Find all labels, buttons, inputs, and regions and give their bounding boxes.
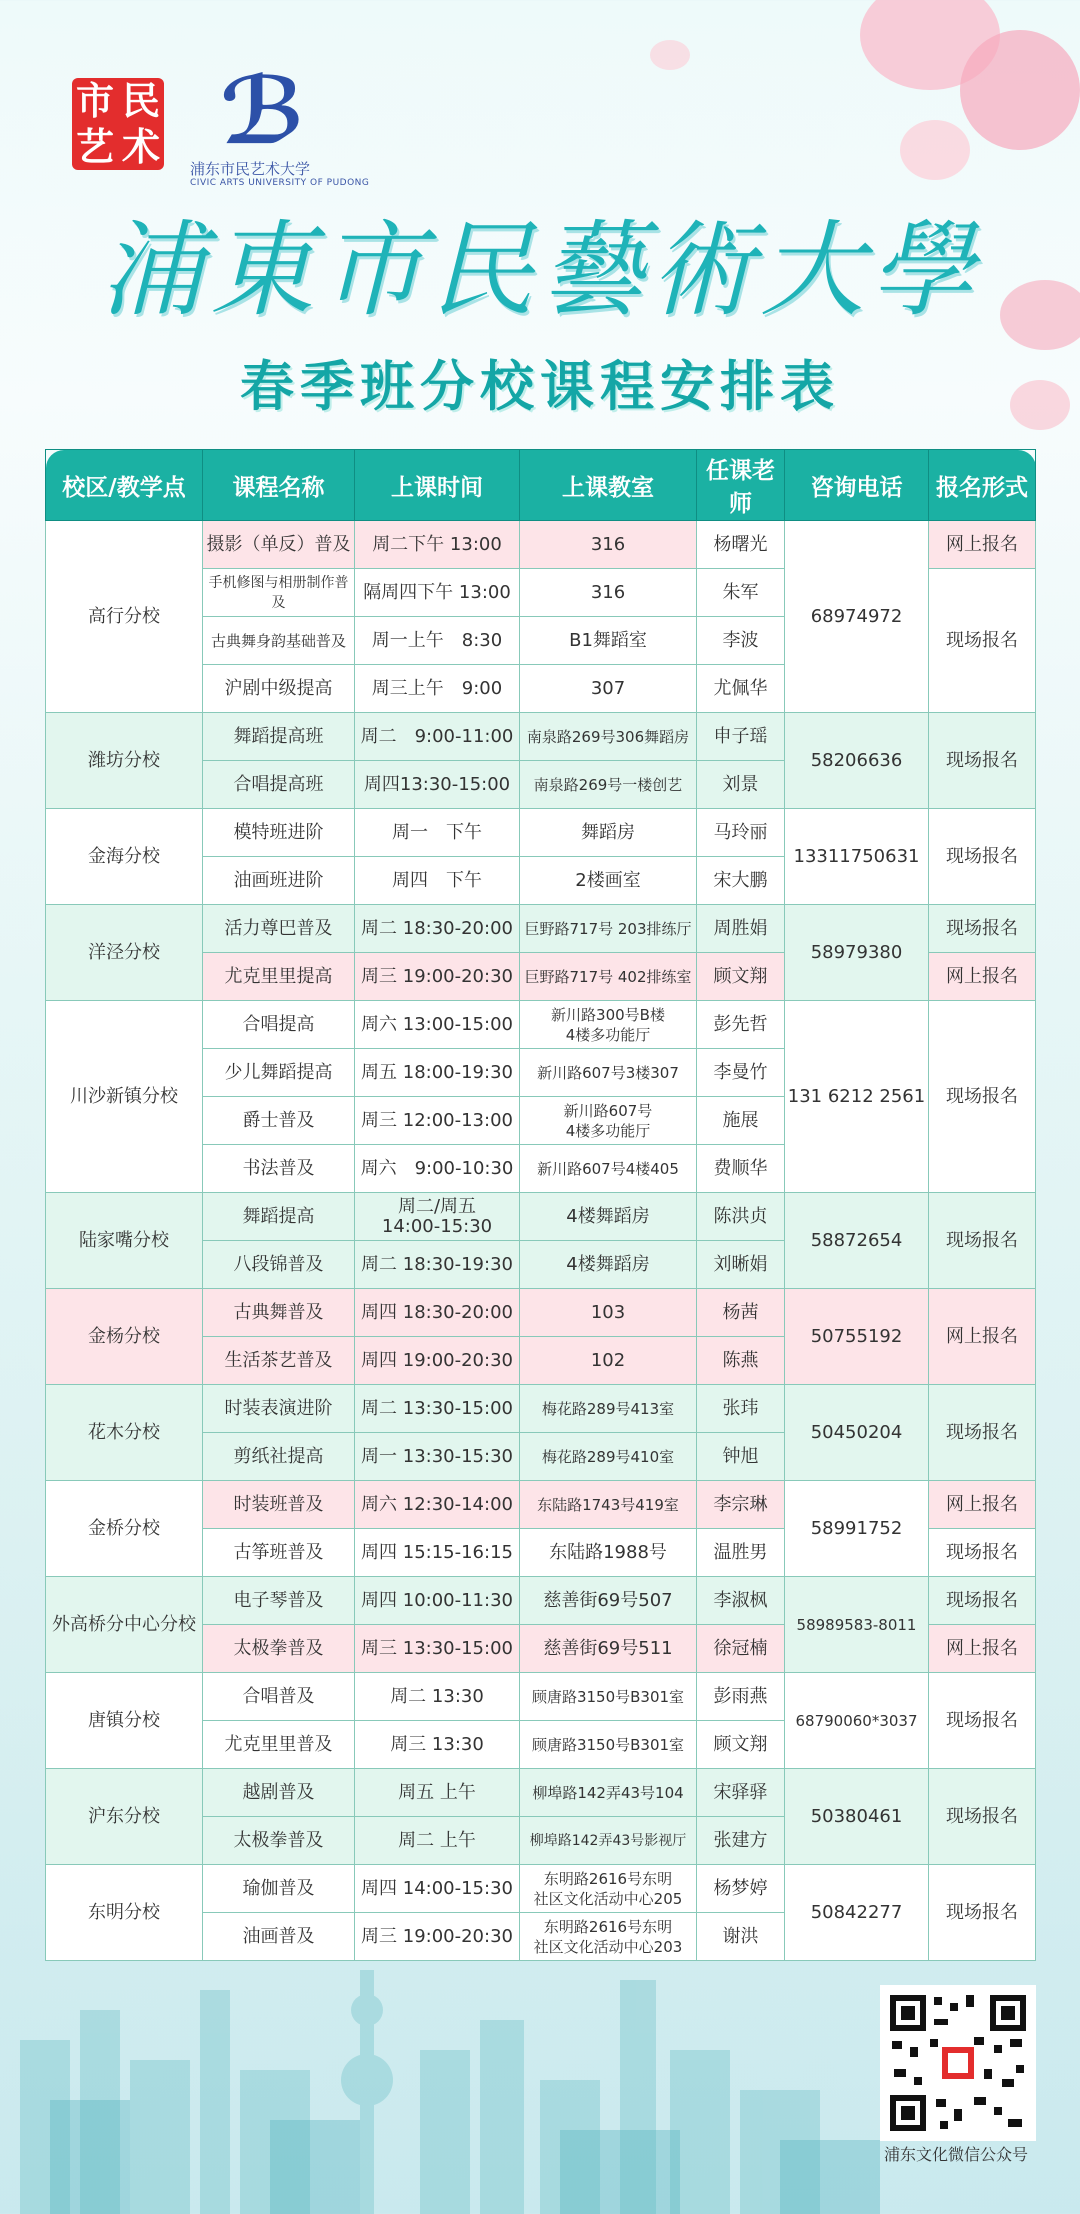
time-cell: 周二 18:30-20:00 (355, 905, 520, 953)
time-cell: 周三 13:30 (355, 1721, 520, 1769)
table-row (46, 905, 1036, 953)
campus-cell: 金桥分校 (46, 1481, 203, 1577)
room-cell: 梅花路289号413室 (520, 1385, 697, 1433)
teacher-cell: 马玲丽 (697, 809, 785, 857)
room-cell: 316 (520, 521, 697, 569)
phone-cell: 50755192 (785, 1289, 929, 1385)
room-cell: 慈善街69号511 (520, 1625, 697, 1673)
signup-cell: 现场报名 (929, 1673, 1036, 1769)
signup-cell: 现场报名 (929, 905, 1036, 953)
time-cell: 周六 9:00-10:30 (355, 1145, 520, 1193)
course-cell: 油画普及 (203, 1913, 355, 1961)
signup-cell: 网上报名 (929, 521, 1036, 569)
time-cell: 周三上午 9:00 (355, 665, 520, 713)
campus-cell: 川沙新镇分校 (46, 1001, 203, 1193)
time-cell: 周四 下午 (355, 857, 520, 905)
teacher-cell: 朱军 (697, 569, 785, 617)
course-cell: 少儿舞蹈提高 (203, 1049, 355, 1097)
signup-cell: 现场报名 (929, 713, 1036, 809)
time-cell: 周二/周五 14:00-15:30 (355, 1193, 520, 1241)
course-cell: 古典舞普及 (203, 1289, 355, 1337)
time-cell: 隔周四下午 13:00 (355, 569, 520, 617)
room-cell: B1舞蹈室 (520, 617, 697, 665)
time-cell: 周四 10:00-11:30 (355, 1577, 520, 1625)
table-row (46, 1001, 1036, 1049)
time-cell: 周一 13:30-15:30 (355, 1433, 520, 1481)
teacher-cell: 李淑枫 (697, 1577, 785, 1625)
header-signup: 报名形式 (929, 450, 1036, 521)
header-phone: 咨询电话 (785, 450, 929, 521)
phone-cell: 58206636 (785, 713, 929, 809)
time-cell: 周五 18:00-19:30 (355, 1049, 520, 1097)
phone-cell: 68974972 (785, 521, 929, 713)
teacher-cell: 李宗琳 (697, 1481, 785, 1529)
time-cell: 周一 下午 (355, 809, 520, 857)
teacher-cell: 尤佩华 (697, 665, 785, 713)
table-row (46, 1385, 1036, 1433)
signup-cell: 网上报名 (929, 1481, 1036, 1529)
signup-cell: 现场报名 (929, 1001, 1036, 1193)
table-row (46, 1289, 1036, 1337)
room-cell: 梅花路289号410室 (520, 1433, 697, 1481)
course-cell: 生活茶艺普及 (203, 1337, 355, 1385)
room-cell: 新川路607号3楼307 (520, 1049, 697, 1097)
signup-cell: 现场报名 (929, 1865, 1036, 1961)
table-row (46, 1769, 1036, 1817)
phone-cell: 131 6212 2561 (785, 1001, 929, 1193)
teacher-cell: 李波 (697, 617, 785, 665)
schedule-table (45, 449, 1035, 1961)
teacher-cell: 杨曙光 (697, 521, 785, 569)
campus-cell: 外高桥分中心分校 (46, 1577, 203, 1673)
room-cell: 307 (520, 665, 697, 713)
phone-cell: 68790060*3037 (785, 1673, 929, 1769)
course-cell: 合唱提高 (203, 1001, 355, 1049)
teacher-cell: 钟旭 (697, 1433, 785, 1481)
course-cell: 尤克里里提高 (203, 953, 355, 1001)
course-cell: 时装表演进阶 (203, 1385, 355, 1433)
teacher-cell: 宋驿驿 (697, 1769, 785, 1817)
room-cell: 2楼画室 (520, 857, 697, 905)
signup-cell: 现场报名 (929, 1769, 1036, 1865)
course-cell: 尤克里里普及 (203, 1721, 355, 1769)
table-header-row (46, 450, 1036, 521)
phone-cell: 50450204 (785, 1385, 929, 1481)
room-cell: 102 (520, 1337, 697, 1385)
header-room: 上课教室 (520, 450, 697, 521)
course-cell: 瑜伽普及 (203, 1865, 355, 1913)
phone-cell: 58979380 (785, 905, 929, 1001)
phone-cell: 58872654 (785, 1193, 929, 1289)
room-cell: 新川路300号B楼 4楼多功能厅 (520, 1001, 697, 1049)
room-cell: 柳埠路142弄43号104 (520, 1769, 697, 1817)
course-cell: 合唱提高班 (203, 761, 355, 809)
campus-cell: 洋泾分校 (46, 905, 203, 1001)
course-cell: 舞蹈提高 (203, 1193, 355, 1241)
phone-cell: 58989583-8011 (785, 1577, 929, 1673)
teacher-cell: 谢洪 (697, 1913, 785, 1961)
campus-cell: 陆家嘴分校 (46, 1193, 203, 1289)
teacher-cell: 张玮 (697, 1385, 785, 1433)
teacher-cell: 刘景 (697, 761, 785, 809)
header-course: 课程名称 (203, 450, 355, 521)
room-cell: 东明路2616号东明 社区文化活动中心205 (520, 1865, 697, 1913)
campus-cell: 金海分校 (46, 809, 203, 905)
course-cell: 摄影（单反）普及 (203, 521, 355, 569)
room-cell: 新川路607号 4楼多功能厅 (520, 1097, 697, 1145)
room-cell: 东陆路1743号419室 (520, 1481, 697, 1529)
signup-cell: 现场报名 (929, 569, 1036, 713)
signup-cell: 网上报名 (929, 1625, 1036, 1673)
time-cell: 周三 12:00-13:00 (355, 1097, 520, 1145)
course-cell: 太极拳普及 (203, 1817, 355, 1865)
room-cell: 顾唐路3150号B301室 (520, 1673, 697, 1721)
qr-code-icon (884, 1989, 1032, 2137)
table-row (46, 1193, 1036, 1241)
room-cell: 慈善街69号507 (520, 1577, 697, 1625)
signup-cell: 网上报名 (929, 953, 1036, 1001)
room-cell: 东明路2616号东明 社区文化活动中心203 (520, 1913, 697, 1961)
signup-cell: 现场报名 (929, 809, 1036, 905)
room-cell: 4楼舞蹈房 (520, 1193, 697, 1241)
table-row (46, 1865, 1036, 1913)
room-cell: 巨野路717号 402排练室 (520, 953, 697, 1001)
room-cell: 舞蹈房 (520, 809, 697, 857)
course-cell: 舞蹈提高班 (203, 713, 355, 761)
teacher-cell: 徐冠楠 (697, 1625, 785, 1673)
room-cell: 4楼舞蹈房 (520, 1241, 697, 1289)
teacher-cell: 陈燕 (697, 1337, 785, 1385)
course-cell: 剪纸社提高 (203, 1433, 355, 1481)
course-cell: 沪剧中级提高 (203, 665, 355, 713)
teacher-cell: 周胜娟 (697, 905, 785, 953)
page-subtitle: 春季班分校课程安排表 (240, 355, 840, 418)
signup-cell: 现场报名 (929, 1385, 1036, 1481)
course-cell: 古筝班普及 (203, 1529, 355, 1577)
room-cell: 南泉路269号一楼创艺 (520, 761, 697, 809)
table-row (46, 1673, 1036, 1721)
signup-cell: 现场报名 (929, 1577, 1036, 1625)
room-cell: 顾唐路3150号B301室 (520, 1721, 697, 1769)
time-cell: 周四 18:30-20:00 (355, 1289, 520, 1337)
signup-cell: 现场报名 (929, 1529, 1036, 1577)
teacher-cell: 刘晰娟 (697, 1241, 785, 1289)
room-cell: 东陆路1988号 (520, 1529, 697, 1577)
course-cell: 书法普及 (203, 1145, 355, 1193)
table-row (46, 521, 1036, 569)
time-cell: 周二下午 13:00 (355, 521, 520, 569)
campus-cell: 东明分校 (46, 1865, 203, 1961)
time-cell: 周三 19:00-20:30 (355, 953, 520, 1001)
teacher-cell: 杨茜 (697, 1289, 785, 1337)
time-cell: 周一上午 8:30 (355, 617, 520, 665)
time-cell: 周二 13:30-15:00 (355, 1385, 520, 1433)
course-cell: 八段锦普及 (203, 1241, 355, 1289)
time-cell: 周四 14:00-15:30 (355, 1865, 520, 1913)
time-cell: 周二 9:00-11:00 (355, 713, 520, 761)
campus-cell: 潍坊分校 (46, 713, 203, 809)
course-cell: 手机修图与相册制作普及 (203, 569, 355, 617)
header-time: 上课时间 (355, 450, 520, 521)
room-cell: 新川路607号4楼405 (520, 1145, 697, 1193)
qr-caption: 浦东文化微信公众号 (883, 2145, 1028, 2164)
header-teacher: 任课老师 (697, 450, 785, 521)
time-cell: 周三 19:00-20:30 (355, 1913, 520, 1961)
phone-cell: 50842277 (785, 1865, 929, 1961)
teacher-cell: 彭先哲 (697, 1001, 785, 1049)
wechat-qr-code[interactable] (880, 1985, 1036, 2141)
time-cell: 周六 12:30-14:00 (355, 1481, 520, 1529)
course-cell: 模特班进阶 (203, 809, 355, 857)
time-cell: 周四 19:00-20:30 (355, 1337, 520, 1385)
table-row (46, 713, 1036, 761)
campus-cell: 唐镇分校 (46, 1673, 203, 1769)
time-cell: 周二 18:30-19:30 (355, 1241, 520, 1289)
course-cell: 合唱普及 (203, 1673, 355, 1721)
table-row (46, 809, 1036, 857)
course-cell: 古典舞身韵基础普及 (203, 617, 355, 665)
course-cell: 越剧普及 (203, 1769, 355, 1817)
phone-cell: 58991752 (785, 1481, 929, 1577)
teacher-cell: 费顺华 (697, 1145, 785, 1193)
room-cell: 南泉路269号306舞蹈房 (520, 713, 697, 761)
header-campus: 校区/教学点 (46, 450, 203, 521)
teacher-cell: 杨梦婷 (697, 1865, 785, 1913)
time-cell: 周六 13:00-15:00 (355, 1001, 520, 1049)
teacher-cell: 温胜男 (697, 1529, 785, 1577)
table-row (46, 1577, 1036, 1625)
time-cell: 周二 13:30 (355, 1673, 520, 1721)
course-cell: 爵士普及 (203, 1097, 355, 1145)
signup-cell: 现场报名 (929, 1193, 1036, 1289)
teacher-cell: 李曼竹 (697, 1049, 785, 1097)
university-logo: ℬ 浦东市民艺术大学 CIVIC ARTS UNIVERSITY OF PUDONG (190, 58, 370, 188)
time-cell: 周三 13:30-15:00 (355, 1625, 520, 1673)
art-university-seal-logo: 市 民 艺 术 (72, 78, 164, 170)
phone-cell: 50380461 (785, 1769, 929, 1865)
teacher-cell: 顾文翔 (697, 953, 785, 1001)
time-cell: 周五 上午 (355, 1769, 520, 1817)
room-cell: 316 (520, 569, 697, 617)
room-cell: 巨野路717号 203排练厅 (520, 905, 697, 953)
teacher-cell: 彭雨燕 (697, 1673, 785, 1721)
course-cell: 太极拳普及 (203, 1625, 355, 1673)
signup-cell: 网上报名 (929, 1289, 1036, 1385)
course-cell: 时装班普及 (203, 1481, 355, 1529)
teacher-cell: 张建方 (697, 1817, 785, 1865)
room-cell: 柳埠路142弄43号影视厅 (520, 1817, 697, 1865)
course-cell: 电子琴普及 (203, 1577, 355, 1625)
phone-cell: 13311750631 (785, 809, 929, 905)
time-cell: 周四13:30-15:00 (355, 761, 520, 809)
course-cell: 油画班进阶 (203, 857, 355, 905)
teacher-cell: 申子瑶 (697, 713, 785, 761)
campus-cell: 花木分校 (46, 1385, 203, 1481)
table-row (46, 1481, 1036, 1529)
room-cell: 103 (520, 1289, 697, 1337)
teacher-cell: 陈洪贞 (697, 1193, 785, 1241)
page-title: 浦東市民藝術大學 (99, 209, 980, 331)
campus-cell: 高行分校 (46, 521, 203, 713)
teacher-cell: 宋大鹏 (697, 857, 785, 905)
time-cell: 周二 上午 (355, 1817, 520, 1865)
campus-cell: 沪东分校 (46, 1769, 203, 1865)
teacher-cell: 顾文翔 (697, 1721, 785, 1769)
campus-cell: 金杨分校 (46, 1289, 203, 1385)
teacher-cell: 施展 (697, 1097, 785, 1145)
time-cell: 周四 15:15-16:15 (355, 1529, 520, 1577)
course-cell: 活力尊巴普及 (203, 905, 355, 953)
